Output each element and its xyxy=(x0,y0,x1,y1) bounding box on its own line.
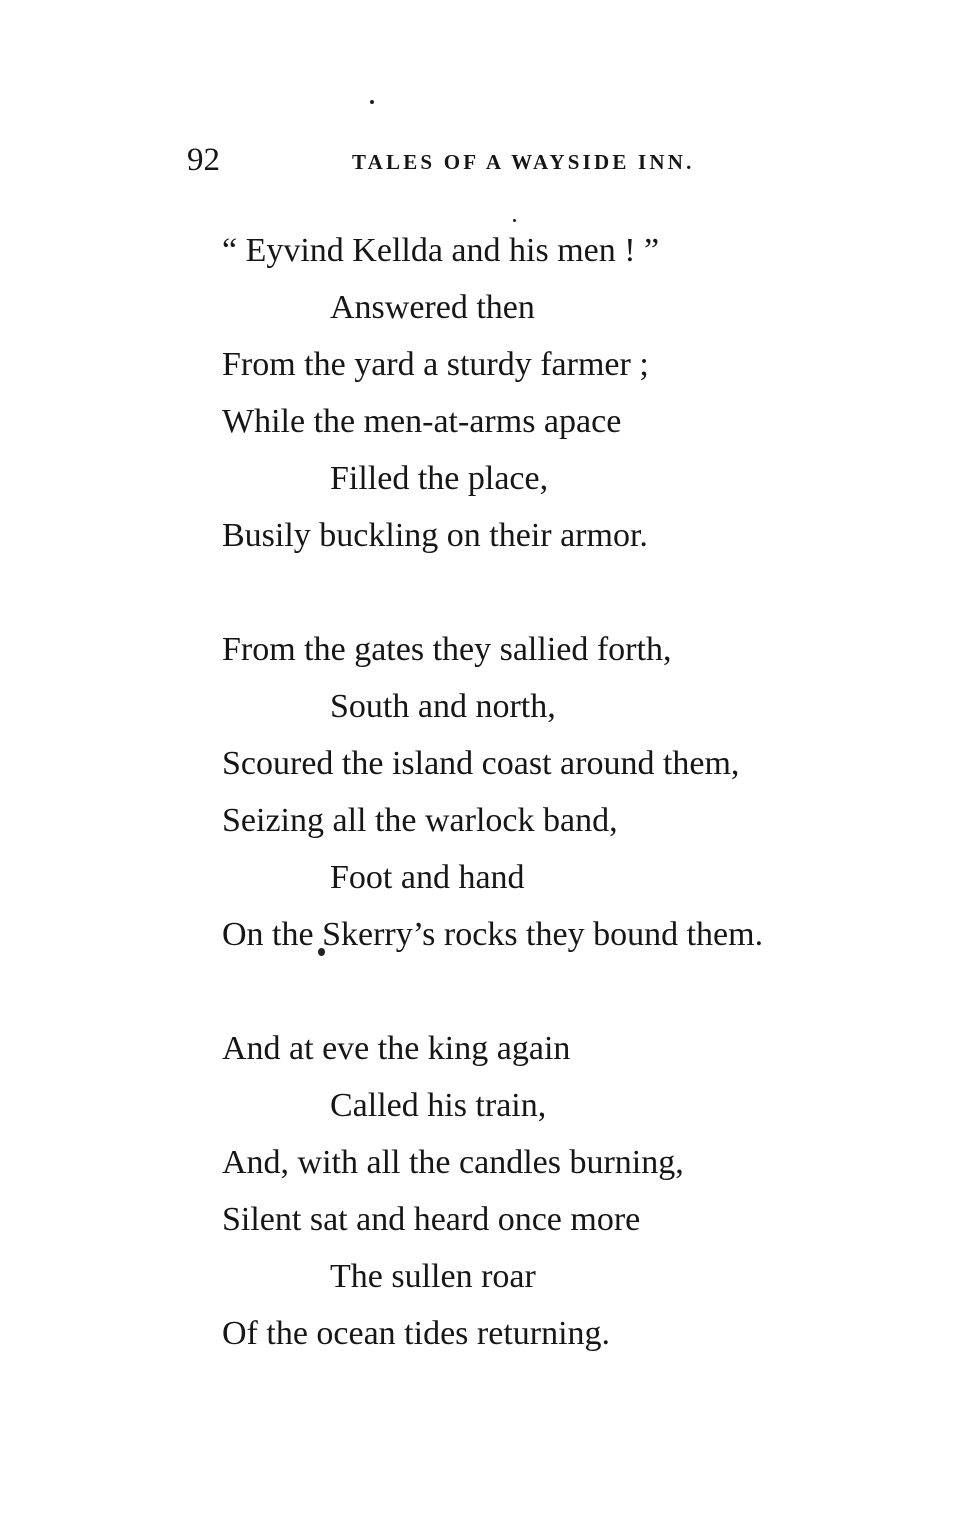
poem-line: From the yard a sturdy farmer ; xyxy=(222,346,649,383)
poem xyxy=(222,222,922,1362)
poem-line-indented: Answered then xyxy=(330,289,535,326)
poem-line-indented: South and north, xyxy=(330,688,556,725)
poem-line: And, with all the candles burning, xyxy=(222,1144,684,1181)
poem-line-indented: Called his train, xyxy=(330,1087,547,1124)
page-number: 92 xyxy=(187,142,220,178)
poem-line: On the Skerry’s rocks they bound them. xyxy=(222,916,764,953)
poem-line: Silent sat and heard once more xyxy=(222,1201,641,1238)
poem-line: Scoured the island coast around them, xyxy=(222,745,740,782)
stanza-break xyxy=(222,564,922,621)
poem-line: From the gates they sallied forth, xyxy=(222,631,672,668)
poem-line: While the men-at-arms apace xyxy=(222,403,622,440)
poem-line: Of the ocean tides returning. xyxy=(222,1315,611,1352)
ink-speck xyxy=(370,100,374,104)
poem-line-indented: Filled the place, xyxy=(330,460,549,497)
running-title: TALES OF A WAYSIDE INN. xyxy=(352,150,695,174)
poem-line-indented: Foot and hand xyxy=(330,859,525,896)
poem-line: Busily buckling on their armor. xyxy=(222,517,648,554)
poem-line: And at eve the king again xyxy=(222,1030,571,1067)
stanza-break xyxy=(222,963,922,1020)
poem-line: Seizing all the warlock band, xyxy=(222,802,618,839)
stanza xyxy=(222,222,922,564)
running-head xyxy=(0,140,980,180)
stanza xyxy=(222,621,922,963)
poem-line: “ Eyvind Kellda and his men ! ” xyxy=(222,232,660,269)
stanza xyxy=(222,1020,922,1362)
poem-line-indented: The sullen roar xyxy=(330,1258,536,1295)
